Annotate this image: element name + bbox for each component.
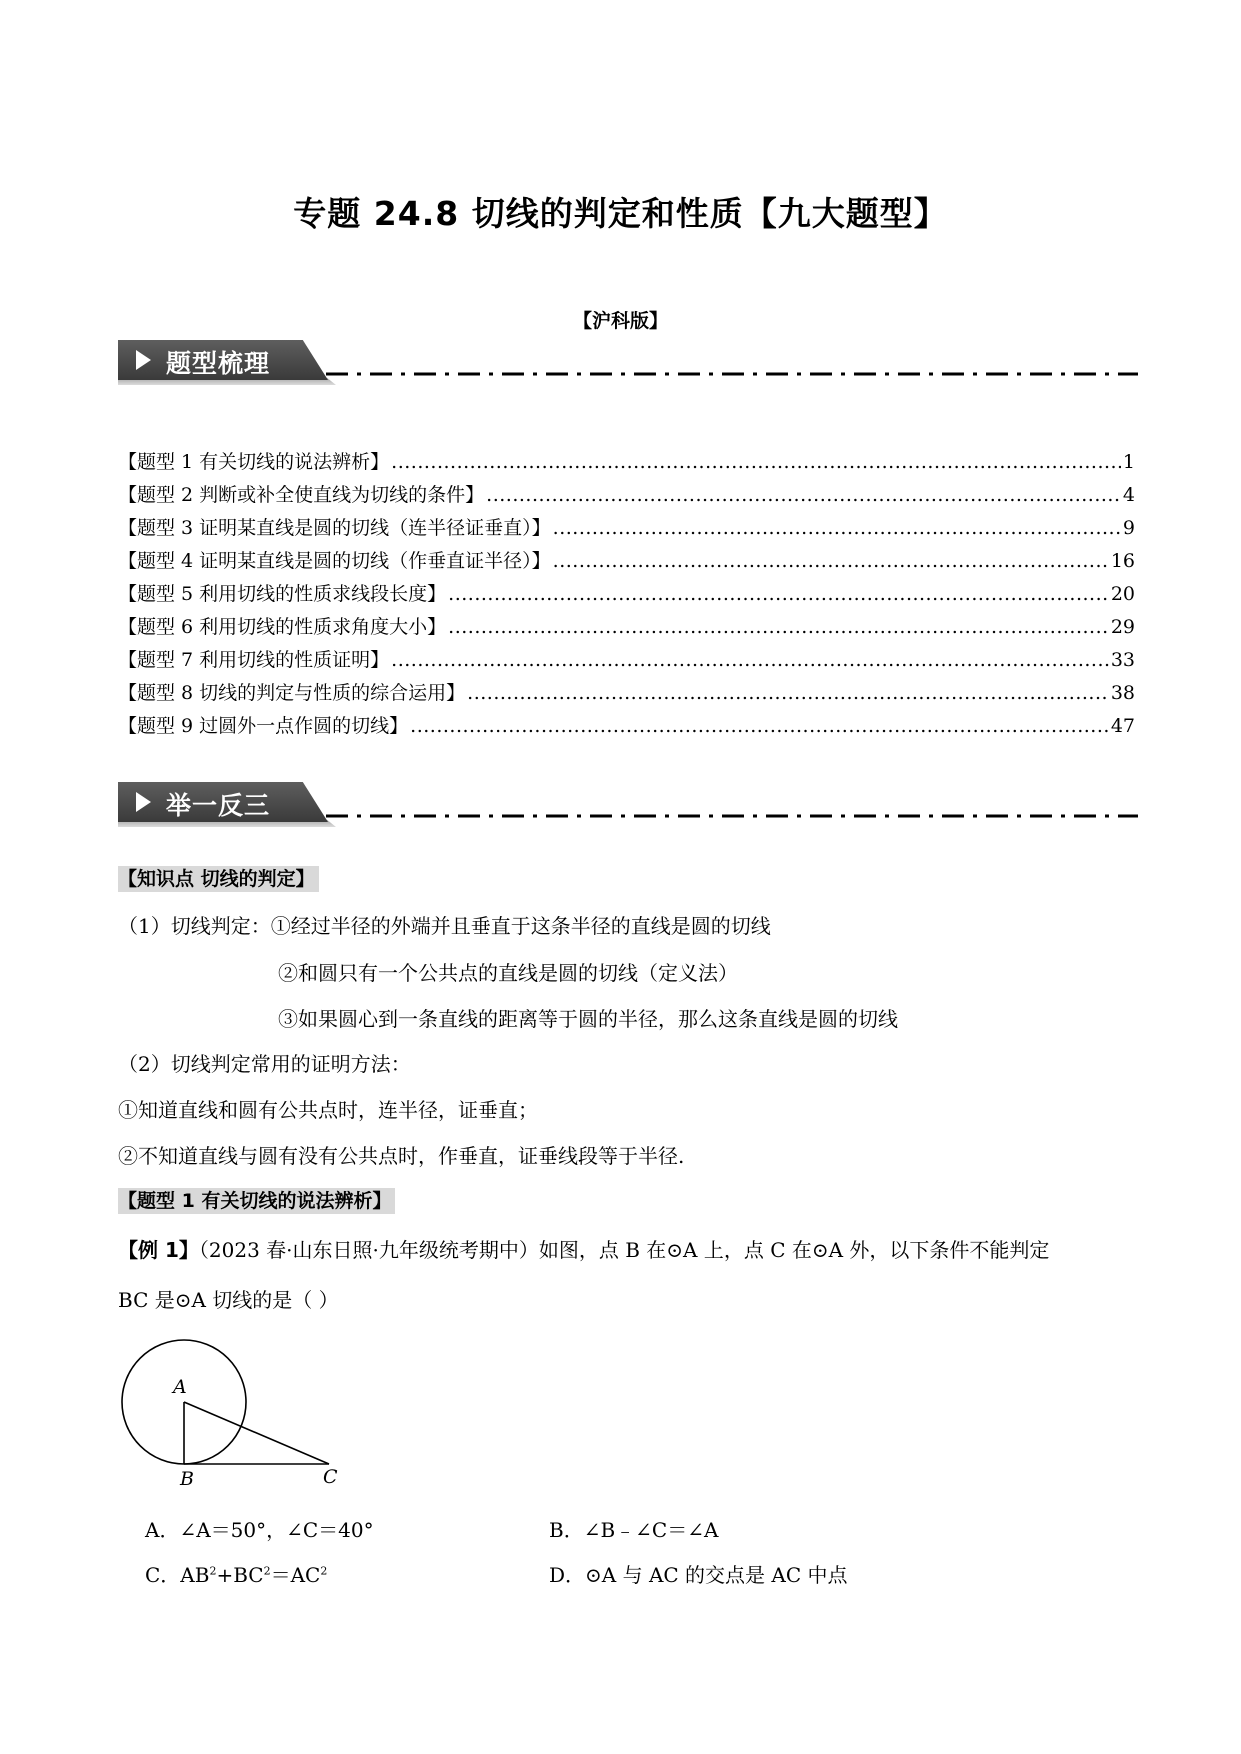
toc-label: 【题型 2 判断或补全使直线为切线的条件】: [118, 484, 485, 506]
toc-leader: [448, 583, 1109, 605]
knowledge-line: ②和圆只有一个公共点的直线是圆的切线（定义法）: [278, 961, 738, 985]
toc-leader: [553, 517, 1121, 539]
toc-page: 47: [1110, 715, 1135, 737]
edition-label: 【沪科版】: [572, 310, 668, 332]
toc-page: 4: [1122, 484, 1135, 506]
example-label: 【例 1】: [118, 1238, 199, 1262]
toc-page: 1: [1122, 451, 1135, 473]
section-banner-label: 举一反三: [166, 791, 271, 820]
toc-label: 【题型 6 利用切线的性质求角度大小】: [118, 616, 447, 638]
toc-leader: [391, 451, 1121, 473]
option-c-text: +BC: [216, 1563, 264, 1587]
toc-leader: [391, 649, 1109, 671]
page-title: 专题 24.8 切线的判定和性质【九大题型】: [293, 194, 948, 233]
circle-tangent-figure: [116, 1330, 346, 1485]
option-c-text: ＝AC: [270, 1563, 321, 1587]
toc-label: 【题型 7 利用切线的性质证明】: [118, 649, 390, 671]
toc-leader: [410, 715, 1109, 737]
example-text: （2023 春·山东日照·九年级统考期中）如图，点 B 在⊙A 上，点 C 在⊙A 外，以下条件不能判定: [198, 1238, 1050, 1262]
toc-row[interactable]: [118, 645, 1135, 678]
option-b[interactable]: B．∠B﹣∠C＝∠A: [549, 1518, 719, 1542]
option-c-text: C．AB: [145, 1563, 210, 1587]
toc-row[interactable]: [118, 447, 1135, 480]
knowledge-line: （2）切线判定常用的证明方法：: [118, 1052, 411, 1076]
segment-ac: [184, 1402, 329, 1464]
play-triangle-icon: [136, 350, 151, 370]
toc-leader: [553, 550, 1109, 572]
option-c-sup: 2: [263, 1564, 271, 1578]
toc-row[interactable]: [118, 546, 1135, 579]
toc-label: 【题型 3 证明某直线是圆的切线（连半径证垂直）】: [118, 517, 551, 539]
label-b: B: [180, 1468, 194, 1485]
section-banner-label: 题型梳理: [166, 349, 271, 378]
example-question-cont: BC 是⊙A 切线的是（ ）: [118, 1288, 339, 1312]
toc-row[interactable]: [118, 513, 1135, 546]
table-of-contents: [118, 447, 1135, 744]
option-a[interactable]: A．∠A＝50°，∠C＝40°: [145, 1518, 374, 1542]
label-c: C: [323, 1466, 338, 1485]
toc-page: 29: [1110, 616, 1135, 638]
dash-dot-rule: [326, 810, 1138, 822]
option-c-sup: 2: [209, 1564, 217, 1578]
dash-dot-rule: [326, 368, 1138, 380]
toc-label: 【题型 8 切线的判定与性质的综合运用】: [118, 682, 466, 704]
toc-row[interactable]: [118, 579, 1135, 612]
toc-leader: [486, 484, 1121, 506]
toc-row[interactable]: [118, 612, 1135, 645]
type1-heading: 【题型 1 有关切线的说法辨析】: [118, 1188, 395, 1214]
label-a: A: [173, 1376, 187, 1398]
toc-label: 【题型 1 有关切线的说法辨析】: [118, 451, 390, 473]
knowledge-line: ③如果圆心到一条直线的距离等于圆的半径，那么这条直线是圆的切线: [278, 1007, 898, 1031]
section-banner-practice: [118, 782, 1138, 832]
toc-label: 【题型 4 证明某直线是圆的切线（作垂直证半径）】: [118, 550, 551, 572]
toc-page: 38: [1110, 682, 1135, 704]
knowledge-line: ①知道直线和圆有公共点时，连半径，证垂直；: [118, 1098, 538, 1122]
toc-row[interactable]: [118, 678, 1135, 711]
toc-page: 20: [1110, 583, 1135, 605]
section-banner-overview: [118, 340, 1138, 390]
toc-row[interactable]: [118, 711, 1135, 744]
toc-page: 16: [1110, 550, 1135, 572]
option-d[interactable]: D．⊙A 与 AC 的交点是 AC 中点: [549, 1563, 848, 1587]
option-c-sup: 2: [320, 1564, 328, 1578]
toc-label: 【题型 5 利用切线的性质求线段长度】: [118, 583, 447, 605]
toc-row[interactable]: [118, 480, 1135, 513]
toc-label: 【题型 9 过圆外一点作圆的切线】: [118, 715, 409, 737]
toc-leader: [467, 682, 1109, 704]
knowledge-line: ②不知道直线与圆有没有公共点时，作垂直，证垂线段等于半径.: [118, 1144, 685, 1168]
toc-leader: [448, 616, 1109, 638]
option-c[interactable]: [145, 1559, 327, 1588]
knowledge-line: （1）切线判定：①经过半径的外端并且垂直于这条半径的直线是圆的切线: [118, 914, 771, 938]
toc-page: 33: [1110, 649, 1135, 671]
play-triangle-icon: [136, 792, 151, 812]
toc-page: 9: [1122, 517, 1135, 539]
knowledge-heading: 【知识点 切线的判定】: [118, 866, 319, 892]
example-question: [118, 1234, 1049, 1263]
